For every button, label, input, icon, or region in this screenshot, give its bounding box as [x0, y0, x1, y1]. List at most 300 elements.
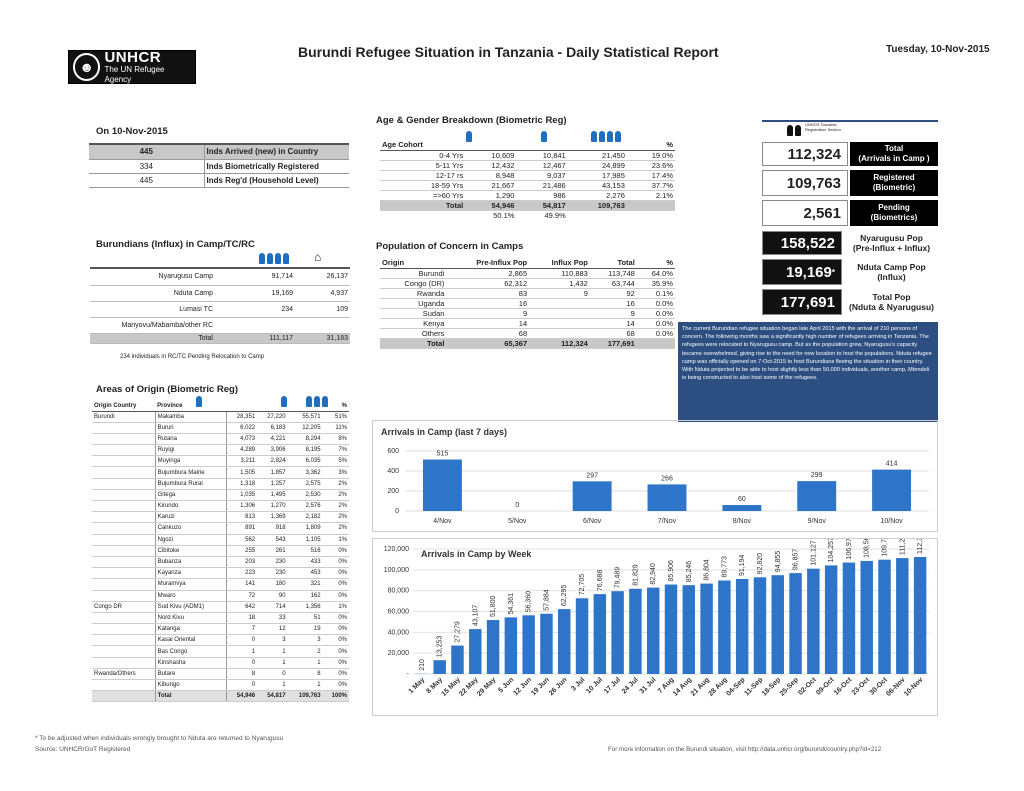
poc-cell: [529, 318, 590, 328]
y-tick-label: 0: [395, 508, 399, 515]
bar: [872, 470, 911, 511]
arrivals-value: 334: [139, 161, 153, 171]
age-cell: 17.4%: [627, 170, 675, 180]
origin-cell: [92, 489, 155, 500]
origin-cell: 0%: [323, 624, 349, 635]
origin-row: [92, 545, 349, 556]
data-label: 86,804: [703, 559, 711, 581]
origin-row: [92, 680, 349, 691]
origin-cell: Congo DR: [92, 601, 155, 612]
poc-col: Influx Pop: [529, 258, 590, 268]
kpi-registered-label: Registered (Biometric): [850, 170, 938, 196]
bar: [914, 557, 926, 674]
origin-cell: Total: [155, 691, 226, 702]
camp-hh: 4,937: [330, 289, 348, 297]
y-tick-label: 120,000: [383, 546, 409, 553]
poc-cell: 113,748: [590, 268, 637, 278]
bar: [576, 598, 588, 674]
age-cell: 10,609: [465, 150, 516, 160]
data-label: 62,295: [561, 584, 569, 607]
origin-cell: 230: [257, 556, 287, 567]
bar: [540, 614, 552, 674]
data-label: 89,773: [721, 556, 729, 578]
origin-row: [92, 691, 349, 702]
poc-cell: 35.9%: [637, 278, 675, 288]
origin-cell: 0: [226, 680, 257, 691]
poc-heading: Population of Concern in Camps: [376, 241, 524, 252]
y-tick-label: 600: [387, 448, 399, 455]
x-tick-label: 25-Sep: [778, 676, 800, 698]
poc-cell: 0.0%: [637, 318, 675, 328]
arrivals-label: Inds Biometrically Registered: [204, 159, 349, 173]
bar: [451, 646, 463, 674]
origin-cell: 2%: [323, 512, 349, 523]
age-cell: 21,486: [516, 180, 567, 190]
origin-cell: 433: [288, 556, 323, 567]
kpi-registered-value: 109,763: [762, 170, 848, 196]
x-tick-label: 10/Nov: [880, 518, 903, 525]
data-label: 94,855: [774, 550, 782, 573]
age-row: [380, 150, 675, 160]
data-label: 266: [661, 475, 673, 483]
origin-cell: 4,073: [226, 433, 257, 444]
poc-cell: 65,367: [446, 338, 529, 348]
y-tick-label: 40,000: [387, 629, 409, 637]
origin-row: [92, 556, 349, 567]
camp-hh: 109: [336, 305, 348, 313]
origin-cell: [92, 579, 155, 590]
origin-cell: 19: [288, 624, 323, 635]
poc-cell: 0.0%: [637, 328, 675, 338]
origin-cell: 2,824: [257, 456, 287, 467]
poc-row: [380, 288, 675, 298]
origin-cell: [92, 657, 155, 668]
origin-cell: Bubanza: [155, 556, 226, 567]
origin-cell: 0%: [323, 635, 349, 646]
kpi-nduta-label: Nduta Camp Pop (Influx): [857, 262, 926, 282]
origin-row: [92, 601, 349, 612]
bar: [573, 481, 612, 511]
kpi-nyarugusu-label: Nyarugusu Pop (Pre-Influx + Influx): [852, 233, 931, 253]
age-row: [380, 190, 675, 200]
x-tick-label: 8/Nov: [732, 518, 752, 525]
origin-row: [92, 456, 349, 467]
footer-link[interactable]: For more information on the Burundi situation, visit http://data.unhcr.org/burundi/country.php?id=212: [608, 746, 882, 753]
data-label: 96,857: [792, 548, 800, 571]
poc-cell: 62,312: [446, 278, 529, 288]
origin-col: Province: [155, 402, 226, 411]
origin-cell: Cankuzo: [155, 523, 226, 534]
age-cell: 10,841: [516, 150, 567, 160]
poc-cell: Others: [380, 328, 446, 338]
origin-cell: Rutana: [155, 433, 226, 444]
origin-cell: 1,356: [288, 601, 323, 612]
x-tick-label: 5/Nov: [508, 518, 527, 525]
origin-cell: 0%: [323, 579, 349, 590]
age-cell: 18-59 Yrs: [380, 180, 465, 190]
camp-hh: 31,183: [326, 334, 348, 342]
bar: [629, 589, 641, 674]
arrivals-row: [89, 159, 349, 173]
arrivals-row: [89, 145, 349, 159]
origin-cell: 1,809: [288, 523, 323, 534]
camp-name: Manyovu/Mabamba/other RC: [121, 321, 213, 329]
data-label: 76,688: [596, 569, 604, 592]
y-tick-label: 100,000: [383, 566, 409, 574]
age-cell: 0-4 Yrs: [380, 150, 465, 160]
age-col: Age Cohort: [380, 140, 465, 150]
origin-cell: [92, 422, 155, 433]
age-pct-row: [380, 210, 675, 220]
origin-row: [92, 501, 349, 512]
age-row: [380, 200, 675, 210]
origin-cell: 1,257: [257, 478, 287, 489]
bar: [736, 579, 748, 674]
camps-table: [90, 267, 350, 344]
origin-cell: 230: [257, 568, 287, 579]
origin-cell: [92, 467, 155, 478]
x-tick-label: 21 Aug: [689, 676, 712, 698]
origin-cell: 203: [226, 556, 257, 567]
poc-row: [380, 278, 675, 288]
x-tick-label: 11-Sep: [743, 676, 765, 698]
bar: [789, 573, 801, 674]
camp-hh: 26,137: [326, 273, 348, 281]
origin-cell: 1%: [323, 601, 349, 612]
poc-cell: 16: [446, 298, 529, 308]
poc-cell: 0.0%: [637, 308, 675, 318]
origin-row: [92, 635, 349, 646]
origin-cell: 54,817: [257, 691, 287, 702]
origin-cell: 0%: [323, 545, 349, 556]
x-tick-label: 7/Nov: [657, 518, 677, 525]
origin-cell: Cibitoke: [155, 545, 226, 556]
camp-name: Nyarugusu Camp: [158, 273, 213, 281]
arrivals-heading: On 10-Nov-2015: [96, 126, 168, 137]
kpi-total-label: Total (Arrivals in Camp ): [850, 142, 938, 166]
age-cell: 43,153: [568, 180, 627, 190]
chart-7day-frame: [372, 420, 938, 532]
data-label: 299: [810, 472, 823, 480]
chart-7day: [373, 421, 937, 531]
poc-col: Origin: [380, 258, 446, 268]
x-tick-label: 4/Nov: [433, 518, 452, 525]
origin-row: [92, 612, 349, 623]
origin-cell: 7%: [323, 445, 349, 456]
origin-cell: [92, 456, 155, 467]
origin-row: [92, 489, 349, 500]
origin-cell: Muyinga: [155, 456, 226, 467]
kpi-nduta-value: 19,169 *: [762, 259, 842, 285]
origin-cell: [92, 534, 155, 545]
origin-col: [257, 402, 287, 411]
data-label: 104,257: [828, 539, 836, 563]
data-label: 54,361: [507, 592, 515, 615]
origin-cell: 1: [257, 646, 287, 657]
kpi-totalpop-value: 177,691: [762, 289, 842, 315]
x-tick-label: 06-Nov: [885, 676, 907, 698]
origin-cell: 2%: [323, 478, 349, 489]
origin-row: [92, 478, 349, 489]
chart-title: Arrivals in Camp (last 7 days): [381, 427, 508, 437]
age-header: [380, 140, 675, 150]
age-cell: 17,985: [568, 170, 627, 180]
origin-cell: 8,294: [288, 433, 323, 444]
origin-header: [92, 402, 349, 411]
origin-cell: 813: [226, 512, 257, 523]
bar: [522, 615, 534, 674]
origin-cell: [92, 612, 155, 623]
origin-cell: [92, 691, 155, 702]
origin-cell: 1,857: [257, 467, 287, 478]
origin-cell: 11%: [323, 422, 349, 433]
origin-cell: Sud Kivu (ADM1): [155, 601, 226, 612]
data-label: 111,277: [899, 539, 907, 556]
origin-cell: 8: [288, 668, 323, 679]
poc-cell: 0.0%: [637, 298, 675, 308]
age-cell: [627, 200, 675, 210]
poc-row: [380, 328, 675, 338]
origin-cell: 2: [288, 646, 323, 657]
origin-cell: Ngozi: [155, 534, 226, 545]
origin-cell: Muramvya: [155, 579, 226, 590]
age-cell: 2.1%: [627, 190, 675, 200]
origin-heading: Areas of Origin (Biometric Reg): [96, 384, 238, 395]
x-tick-label: 12 Jun: [512, 676, 534, 698]
age-cell: 5-11 Yrs: [380, 160, 465, 170]
x-tick-label: 28 Aug: [707, 676, 729, 698]
report-title: Burundi Refugee Situation in Tanzania - Daily Statistical Report: [298, 44, 719, 60]
camp-inds: 111,117: [269, 334, 293, 342]
origin-cell: 642: [226, 601, 257, 612]
origin-cell: 255: [226, 545, 257, 556]
origin-cell: Rwanda/Others: [92, 668, 155, 679]
x-tick-label: 24 Jul: [620, 676, 640, 696]
origin-cell: 1: [288, 680, 323, 691]
origin-cell: Kinshasha: [155, 657, 226, 668]
origin-cell: 3%: [323, 467, 349, 478]
origin-row: [92, 534, 349, 545]
poc-cell: 14: [590, 318, 637, 328]
poc-header: [380, 258, 675, 268]
bar: [683, 585, 695, 674]
y-tick-label: 20,000: [387, 650, 409, 658]
origin-row: [92, 657, 349, 668]
origin-cell: 0: [257, 668, 287, 679]
poc-cell: [529, 328, 590, 338]
bar: [648, 484, 687, 511]
origin-cell: Kibungo: [155, 680, 226, 691]
age-cell: 2,276: [568, 190, 627, 200]
origin-cell: 223: [226, 568, 257, 579]
bar: [487, 620, 499, 674]
data-label: 79,489: [614, 566, 622, 589]
poc-cell: Congo (DR): [380, 278, 446, 288]
age-heading: Age & Gender Breakdown (Biometric Reg): [376, 115, 567, 126]
origin-cell: 453: [288, 568, 323, 579]
data-label: 109,750: [881, 539, 889, 557]
bar: [797, 481, 836, 511]
poc-cell: 92: [590, 288, 637, 298]
age-cell: 54,817: [516, 200, 567, 210]
x-tick-label: 6/Nov: [582, 518, 602, 525]
poc-cell: 0.1%: [637, 288, 675, 298]
origin-cell: 1,035: [226, 489, 257, 500]
age-cell: 109,763: [568, 200, 627, 210]
poc-cell: 68: [446, 328, 529, 338]
data-label: 82,940: [650, 563, 658, 585]
origin-row: [92, 523, 349, 534]
origin-cell: 51%: [323, 411, 349, 422]
x-tick-label: 09-Oct: [815, 676, 836, 697]
origin-cell: 918: [257, 523, 287, 534]
camp-inds: [215, 317, 295, 333]
origin-cell: 0: [226, 657, 257, 668]
origin-cell: Butare: [155, 668, 226, 679]
origin-cell: 2,182: [288, 512, 323, 523]
kpi-nyarugusu-value: 158,522: [762, 231, 842, 255]
x-tick-label: 1 May: [407, 676, 427, 696]
origin-cell: 1: [226, 646, 257, 657]
age-cell: 12,432: [465, 160, 516, 170]
origin-cell: 0%: [323, 657, 349, 668]
origin-cell: [92, 478, 155, 489]
origin-cell: 3,211: [226, 456, 257, 467]
poc-cell: 9: [590, 308, 637, 318]
laurel-emblem-icon: ☻: [73, 53, 100, 81]
origin-cell: 0%: [323, 668, 349, 679]
data-label: 515: [436, 450, 449, 458]
x-tick-label: 5 Jun: [497, 676, 516, 695]
origin-cell: 141: [226, 579, 257, 590]
origin-table: [92, 402, 349, 702]
data-label: 56,360: [525, 590, 533, 613]
origin-cell: 543: [257, 534, 287, 545]
bar: [754, 577, 766, 674]
poc-col: %: [637, 258, 675, 268]
poc-cell: Total: [380, 338, 446, 348]
origin-cell: Bujumbura Mairie: [155, 467, 226, 478]
origin-cell: Ruyigi: [155, 445, 226, 456]
bar: [558, 609, 570, 674]
origin-row: [92, 467, 349, 478]
data-label: 13,253: [436, 635, 444, 658]
camp-inds: 234: [281, 305, 293, 313]
origin-row: [92, 411, 349, 422]
age-cell: 19.0%: [627, 150, 675, 160]
origin-cell: [92, 501, 155, 512]
bar: [423, 460, 462, 512]
poc-row: [380, 268, 675, 278]
age-cell: 21,450: [568, 150, 627, 160]
origin-cell: 55,571: [288, 411, 323, 422]
bar: [665, 585, 677, 674]
arrivals-value: 445: [139, 175, 153, 185]
origin-cell: Makamba: [155, 411, 226, 422]
poc-cell: Burundi: [380, 268, 446, 278]
poc-col: Total: [590, 258, 637, 268]
y-tick-label: -: [406, 671, 409, 678]
age-pct: 50.1%: [493, 210, 515, 220]
data-label: 27,279: [454, 621, 462, 643]
origin-cell: 891: [226, 523, 257, 534]
origin-cell: 2%: [323, 501, 349, 512]
chart-weekly-frame: [372, 538, 938, 716]
origin-cell: [92, 624, 155, 635]
origin-cell: Katanga: [155, 624, 226, 635]
origin-cell: 5%: [323, 456, 349, 467]
x-tick-label: 3 Jul: [570, 676, 587, 693]
x-tick-label: 17 Jul: [603, 676, 623, 696]
origin-cell: [92, 433, 155, 444]
poc-cell: 68: [590, 328, 637, 338]
people-icon: [258, 250, 290, 268]
origin-cell: 2%: [323, 489, 349, 500]
origin-cell: 8,195: [288, 445, 323, 456]
origin-col: Origin Country: [92, 402, 155, 411]
origin-cell: 90: [257, 590, 287, 601]
age-row: [380, 160, 675, 170]
origin-cell: 2%: [323, 523, 349, 534]
poc-row: [380, 338, 675, 348]
origin-row: [92, 433, 349, 444]
origin-cell: Bujumbura Rural: [155, 478, 226, 489]
poc-cell: [529, 298, 590, 308]
x-tick-label: 22 May: [458, 676, 480, 698]
camp-inds: 91,714: [271, 273, 293, 281]
origin-cell: 1%: [323, 534, 349, 545]
camp-name: Nduta Camp: [173, 289, 213, 297]
kpi-total-value: 112,324: [762, 142, 848, 166]
origin-cell: 6,035: [288, 456, 323, 467]
origin-cell: [92, 590, 155, 601]
bar: [722, 505, 761, 511]
bar: [594, 594, 606, 674]
bar: [772, 575, 784, 674]
report-date: Tuesday, 10-Nov-2015: [886, 44, 990, 55]
origin-cell: [92, 680, 155, 691]
age-cell: [380, 210, 465, 220]
origin-cell: 12,205: [288, 422, 323, 433]
age-cell: 21,667: [465, 180, 516, 190]
age-cell: 12,467: [516, 160, 567, 170]
data-label: 297: [586, 472, 598, 480]
x-tick-label: 19 Jun: [530, 676, 551, 698]
camp-row: [90, 333, 350, 343]
origin-cell: 2,575: [288, 478, 323, 489]
legend-people-icon: [786, 122, 802, 140]
origin-cell: 0%: [323, 680, 349, 691]
origin-cell: 7: [226, 624, 257, 635]
poc-col: Pre-Influx Pop: [446, 258, 529, 268]
origin-cell: 12: [257, 624, 287, 635]
data-label: 60: [737, 496, 746, 503]
bar: [718, 580, 730, 674]
camp-row: [90, 269, 350, 285]
origin-cell: 1,306: [226, 501, 257, 512]
origin-cell: 1: [257, 657, 287, 668]
origin-cell: Bururi: [155, 422, 226, 433]
origin-cell: 1,270: [257, 501, 287, 512]
bar: [843, 563, 855, 674]
origin-cell: 162: [288, 590, 323, 601]
origin-row: [92, 646, 349, 657]
origin-cell: 6,183: [257, 422, 287, 433]
x-tick-label: 23-Oct: [850, 676, 872, 697]
camp-row: [90, 285, 350, 301]
age-table: [380, 140, 675, 220]
origin-cell: 0%: [323, 612, 349, 623]
